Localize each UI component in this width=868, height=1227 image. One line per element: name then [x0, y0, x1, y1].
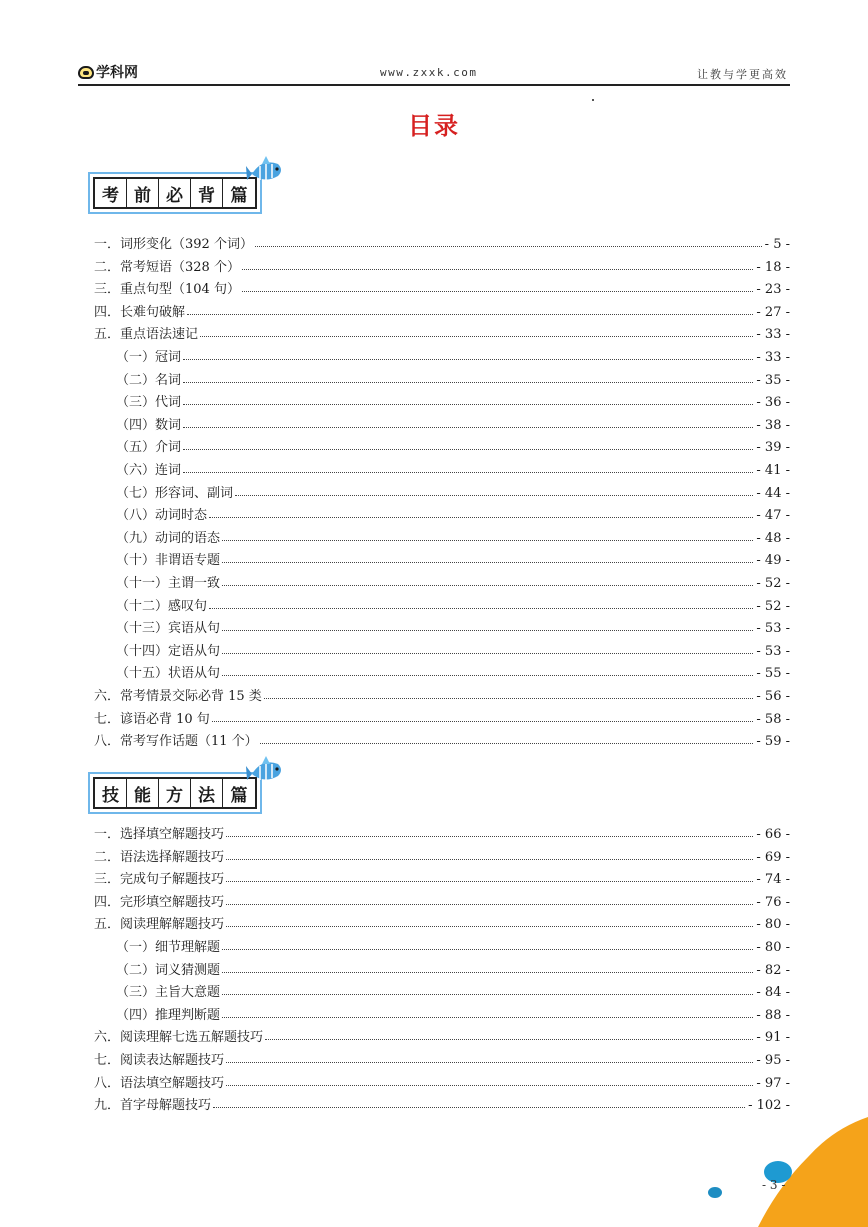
page-header: [78, 60, 790, 86]
leader-dots: [265, 1039, 753, 1040]
toc-entry-label: 五．重点语法速记: [94, 327, 199, 343]
toc-entry-label: （八）动词时态: [116, 508, 208, 524]
leader-dots: [209, 517, 753, 518]
toc-subentry[interactable]: [116, 370, 790, 392]
toc-entry-page: - 97 -: [756, 1075, 790, 1091]
logo-icon: [78, 66, 94, 79]
toc-entry-page: - 88 -: [756, 1007, 790, 1023]
toc-entry-page: - 84 -: [756, 985, 790, 1001]
leader-dots: [183, 404, 753, 405]
page-title: 目录: [408, 112, 460, 140]
toc-entry-page: - 47 -: [756, 508, 790, 524]
toc-entry-label: （三）主旨大意题: [116, 985, 221, 1001]
leader-dots: [226, 1062, 753, 1063]
toc-entry-label: （一）冠词: [116, 350, 182, 365]
toc-subentry[interactable]: [116, 483, 790, 505]
leader-dots: [212, 721, 754, 722]
fish-icon: [246, 754, 286, 788]
toc-entry-page: - 48 -: [756, 530, 790, 546]
toc-entry-page: - 80 -: [756, 940, 790, 955]
toc-entry-label: 一．词形变化（392 个词）: [94, 237, 253, 252]
toc-subentry[interactable]: [116, 437, 790, 459]
header-divider: [78, 84, 790, 86]
leader-dots: [222, 1017, 753, 1018]
toc-entry-page: - 59 -: [756, 734, 790, 750]
banner-char: 技: [95, 779, 127, 807]
toc-entry[interactable]: [94, 302, 790, 324]
leader-dots: [260, 743, 754, 744]
leader-dots: [222, 675, 753, 676]
leader-dots: [226, 926, 753, 927]
leader-dots: [213, 1107, 745, 1108]
toc-entry-label: 四．完形填空解题技巧: [94, 894, 225, 910]
toc-entry-page: - 53 -: [756, 643, 790, 659]
toc-entry-label: （四）数词: [116, 417, 182, 433]
banner-frame: [88, 772, 262, 814]
leader-dots: [183, 449, 753, 450]
banner-char: 方: [159, 779, 191, 807]
toc-entry-label: 四．长难句破解: [94, 304, 186, 320]
toc-entry-page: - 55 -: [756, 666, 790, 682]
toc-entry-label: （十二）感叹句: [116, 598, 208, 614]
logo-text: 学科网: [96, 65, 138, 81]
toc-entry[interactable]: [94, 914, 790, 936]
leader-dots: [255, 246, 762, 247]
toc-entry-label: （十三）宾语从句: [116, 621, 221, 637]
leader-dots: [200, 336, 753, 337]
toc-entry-label: （七）形容词、副词: [116, 485, 234, 501]
toc-entry-page: - 23 -: [756, 282, 790, 298]
toc-subentry[interactable]: [116, 663, 790, 685]
leader-dots: [226, 1085, 753, 1086]
toc-entry[interactable]: [94, 279, 790, 301]
toc-subentry[interactable]: [116, 982, 790, 1004]
toc-entry-page: - 76 -: [756, 894, 790, 910]
toc-subentry[interactable]: [116, 550, 790, 572]
toc-entry[interactable]: [94, 1095, 790, 1117]
banner-char: 法: [191, 779, 223, 807]
toc-entry-page: - 53 -: [756, 621, 790, 637]
leader-dots: [264, 698, 754, 699]
toc-entry-page: - 56 -: [756, 689, 790, 704]
leader-dots: [242, 291, 753, 292]
toc-subentry[interactable]: [116, 528, 790, 550]
toc-entry-label: 九．首字母解题技巧: [94, 1098, 212, 1114]
toc-entry-page: - 82 -: [756, 962, 790, 978]
toc-entry-page: - 69 -: [756, 849, 790, 865]
toc-entry-page: - 33 -: [756, 350, 790, 365]
banner-char: 篇: [230, 785, 248, 806]
toc-entry-label: （五）介词: [116, 440, 182, 456]
page-number: - 3 -: [762, 1178, 786, 1192]
toc-entry-label: 二．常考短语（328 个）: [94, 259, 240, 275]
toc-entry[interactable]: [94, 892, 790, 914]
toc-subentry[interactable]: [116, 1005, 790, 1027]
toc-entry-page: - 102 -: [748, 1098, 790, 1114]
leader-dots: [209, 608, 753, 609]
leader-dots: [226, 881, 753, 882]
toc-entry-label: （九）动词的语态: [116, 530, 221, 546]
toc-entry[interactable]: [94, 234, 790, 256]
toc-entry[interactable]: [94, 731, 790, 753]
toc-entry[interactable]: [94, 869, 790, 891]
corner-decoration: [738, 1117, 868, 1227]
banner-char: 篇: [230, 185, 248, 206]
toc-entry-label: （一）细节理解题: [116, 940, 221, 955]
banner-char: 前: [127, 179, 159, 207]
leader-dots: [183, 472, 753, 473]
leader-dots: [222, 585, 753, 586]
toc-subentry[interactable]: [116, 460, 790, 482]
toc-subentry[interactable]: [116, 596, 790, 618]
banner-char: 必: [159, 179, 191, 207]
banner-char: 能: [127, 779, 159, 807]
toc-entry[interactable]: [94, 824, 790, 846]
toc-entry-label: 一．选择填空解题技巧: [94, 827, 225, 842]
toc-subentry[interactable]: [116, 415, 790, 437]
toc-entry[interactable]: [94, 686, 790, 708]
decor-dot-small: [708, 1187, 722, 1198]
toc-entry-label: 三．完成句子解题技巧: [94, 872, 225, 888]
toc-entry[interactable]: [94, 1073, 790, 1095]
toc-subentry[interactable]: [116, 618, 790, 640]
toc-entry[interactable]: [94, 257, 790, 279]
toc-subentry[interactable]: [116, 937, 790, 959]
toc-subentry[interactable]: [116, 641, 790, 663]
leader-dots: [222, 949, 753, 950]
toc-entry-label: （二）词义猜测题: [116, 962, 221, 978]
toc-entry-label: 八．语法填空解题技巧: [94, 1075, 225, 1091]
toc-entry-page: - 95 -: [756, 1053, 790, 1068]
toc-entry-page: - 74 -: [756, 872, 790, 888]
toc-entry-label: （六）连词: [116, 463, 182, 478]
toc-entry-label: （十一）主谓一致: [116, 576, 221, 591]
toc-subentry[interactable]: [116, 505, 790, 527]
toc-entry-label: （十）非谓语专题: [116, 553, 221, 569]
toc-entry-label: 七．谚语必背 10 句: [94, 711, 210, 727]
leader-dots: [226, 904, 753, 905]
stray-dot: [592, 99, 594, 101]
toc-entry-label: （三）代词: [116, 395, 182, 411]
section-banner-2: [88, 772, 262, 814]
toc-entry-page: - 18 -: [756, 259, 790, 275]
header-slogan: 让教与学更高效: [697, 68, 788, 81]
leader-dots: [222, 994, 753, 995]
toc-entry-page: - 41 -: [756, 463, 790, 478]
site-url: www.zxxk.com: [380, 66, 478, 79]
toc-entry-page: - 91 -: [756, 1030, 790, 1046]
toc-entry-label: （十四）定语从句: [116, 643, 221, 659]
toc-entry-page: - 5 -: [764, 237, 790, 252]
banner-char: 考: [95, 179, 127, 207]
toc-entry[interactable]: [94, 709, 790, 731]
toc-entry-label: 六．常考情景交际必背 15 类: [94, 689, 262, 704]
toc-subentry[interactable]: [116, 960, 790, 982]
leader-dots: [222, 653, 753, 654]
toc-entry-page: - 39 -: [756, 440, 790, 456]
toc-entry[interactable]: [94, 847, 790, 869]
leader-dots: [183, 382, 753, 383]
fish-icon: [246, 154, 286, 188]
toc-entry-page: - 35 -: [756, 372, 790, 388]
toc-entry-label: （十五）状语从句: [116, 666, 221, 682]
banner-frame: [88, 172, 262, 214]
toc-entry-label: （四）推理判断题: [116, 1007, 221, 1023]
toc-entry-label: 七．阅读表达解题技巧: [94, 1053, 225, 1068]
leader-dots: [235, 495, 753, 496]
leader-dots: [222, 562, 753, 563]
toc-entry-label: 六．阅读理解七选五解题技巧: [94, 1030, 264, 1046]
leader-dots: [226, 836, 753, 837]
toc-subentry[interactable]: [116, 573, 790, 595]
toc-entry-label: 八．常考写作话题（11 个）: [94, 734, 258, 750]
toc-entry-page: - 52 -: [756, 576, 790, 591]
leader-dots: [226, 859, 753, 860]
leader-dots: [222, 972, 753, 973]
leader-dots: [242, 269, 753, 270]
toc-entry-label: （二）名词: [116, 372, 182, 388]
toc-entry[interactable]: [94, 1027, 790, 1049]
toc-entry-page: - 36 -: [756, 395, 790, 411]
banner-char: 背: [191, 179, 223, 207]
toc-entry-page: - 38 -: [756, 417, 790, 433]
toc-entry-page: - 58 -: [756, 711, 790, 727]
leader-dots: [222, 630, 753, 631]
banner-cells: [93, 777, 257, 809]
toc-entry-label: 三．重点句型（104 句）: [94, 282, 240, 298]
toc-entry-page: - 49 -: [756, 553, 790, 569]
toc-entry-page: - 44 -: [756, 485, 790, 501]
leader-dots: [222, 540, 753, 541]
toc-entry-page: - 27 -: [756, 304, 790, 320]
banner-cells: [93, 177, 257, 209]
site-logo: [78, 62, 138, 82]
section-banner-1: [88, 172, 262, 214]
toc-subentry[interactable]: [116, 347, 790, 369]
leader-dots: [187, 314, 753, 315]
toc-entry-label: 五．阅读理解解题技巧: [94, 917, 225, 933]
leader-dots: [183, 427, 753, 428]
leader-dots: [183, 359, 753, 360]
toc-entry-page: - 33 -: [756, 327, 790, 343]
toc-entry-page: - 52 -: [756, 598, 790, 614]
toc-entry[interactable]: [94, 1050, 790, 1072]
toc-entry-page: - 66 -: [756, 827, 790, 842]
toc-entry-page: - 80 -: [756, 917, 790, 933]
toc-subentry[interactable]: [116, 392, 790, 414]
toc-entry[interactable]: [94, 324, 790, 346]
toc-entry-label: 二．语法选择解题技巧: [94, 849, 225, 865]
